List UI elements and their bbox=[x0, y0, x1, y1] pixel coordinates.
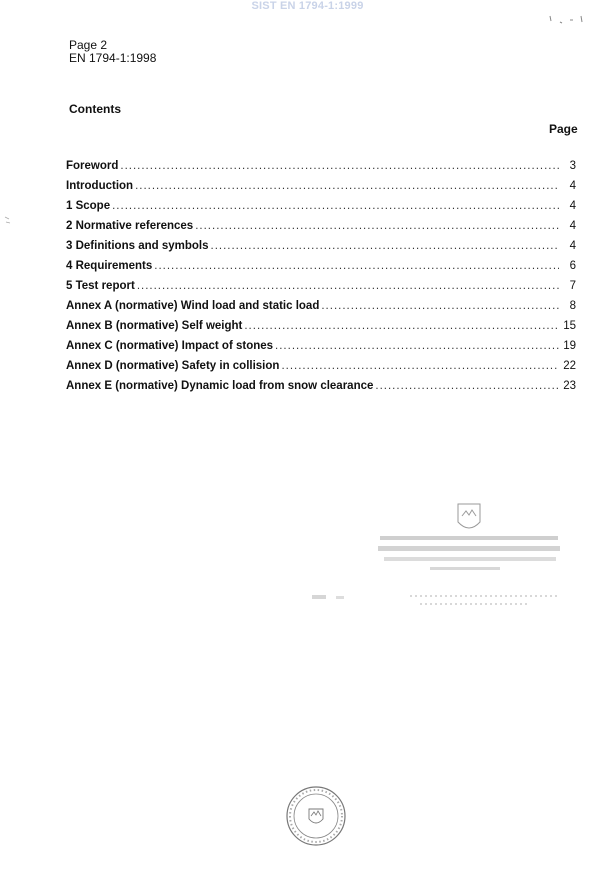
dot-leader bbox=[195, 220, 559, 232]
toc-entry bbox=[66, 320, 576, 340]
toc-entry bbox=[66, 380, 576, 400]
toc-title: Annex B (normative) Self weight bbox=[66, 320, 243, 332]
table-of-contents bbox=[66, 160, 576, 400]
toc-title: Annex D (normative) Safety in collision bbox=[66, 360, 280, 372]
toc-title: 2 Normative references bbox=[66, 220, 194, 232]
toc-entry bbox=[66, 260, 576, 280]
toc-page: 4 bbox=[569, 240, 576, 252]
stamp-fragment bbox=[312, 590, 352, 608]
dot-leader bbox=[112, 200, 559, 212]
toc-page: 23 bbox=[563, 380, 576, 392]
contents-heading: Contents bbox=[69, 102, 121, 116]
toc-page: 6 bbox=[569, 260, 576, 272]
toc-entry bbox=[66, 180, 576, 200]
toc-title: 4 Requirements bbox=[66, 260, 153, 272]
toc-entry bbox=[66, 280, 576, 300]
dot-leader bbox=[275, 340, 559, 352]
toc-page: 4 bbox=[569, 200, 576, 212]
toc-title: 1 Scope bbox=[66, 200, 111, 212]
page-number: Page 2 bbox=[69, 38, 108, 52]
dot-leader bbox=[281, 360, 559, 372]
page-header bbox=[69, 39, 156, 65]
toc-title: Foreword bbox=[66, 160, 119, 172]
toc-entry bbox=[66, 220, 576, 240]
edge-mark bbox=[4, 212, 12, 230]
dot-leader bbox=[375, 380, 559, 392]
margin-marks bbox=[548, 12, 588, 37]
toc-page: 4 bbox=[569, 180, 576, 192]
toc-title: Annex E (normative) Dynamic load from snow clearance bbox=[66, 380, 374, 392]
dot-leader bbox=[321, 300, 559, 312]
toc-title: Annex A (normative) Wind load and static load bbox=[66, 300, 320, 312]
toc-page: 15 bbox=[563, 320, 576, 332]
toc-page: 3 bbox=[569, 160, 576, 172]
standard-number: EN 1794-1:1998 bbox=[69, 51, 157, 65]
dot-leader bbox=[135, 180, 559, 192]
toc-title: 3 Definitions and symbols bbox=[66, 240, 209, 252]
toc-title: 5 Test report bbox=[66, 280, 135, 292]
dot-leader bbox=[120, 160, 559, 172]
toc-title: Introduction bbox=[66, 180, 134, 192]
toc-entry bbox=[66, 340, 576, 360]
toc-page: 19 bbox=[563, 340, 576, 352]
dot-leader bbox=[154, 260, 559, 272]
crest-icon bbox=[458, 504, 480, 528]
page-column-label: Page bbox=[549, 122, 578, 136]
dot-leader bbox=[211, 240, 560, 252]
toc-entry bbox=[66, 300, 576, 320]
toc-entry bbox=[66, 200, 576, 220]
toc-page: 4 bbox=[569, 220, 576, 232]
round-seal-icon bbox=[285, 785, 347, 852]
toc-page: 8 bbox=[569, 300, 576, 312]
toc-page: 22 bbox=[563, 360, 576, 372]
toc-page: 7 bbox=[569, 280, 576, 292]
institute-stamp bbox=[370, 498, 570, 618]
toc-entry bbox=[66, 360, 576, 380]
toc-entry bbox=[66, 160, 576, 180]
watermark: SIST EN 1794-1:1999 bbox=[251, 0, 364, 12]
dot-leader bbox=[137, 280, 559, 292]
dot-leader bbox=[244, 320, 559, 332]
toc-title: Annex C (normative) Impact of stones bbox=[66, 340, 274, 352]
toc-entry bbox=[66, 240, 576, 260]
